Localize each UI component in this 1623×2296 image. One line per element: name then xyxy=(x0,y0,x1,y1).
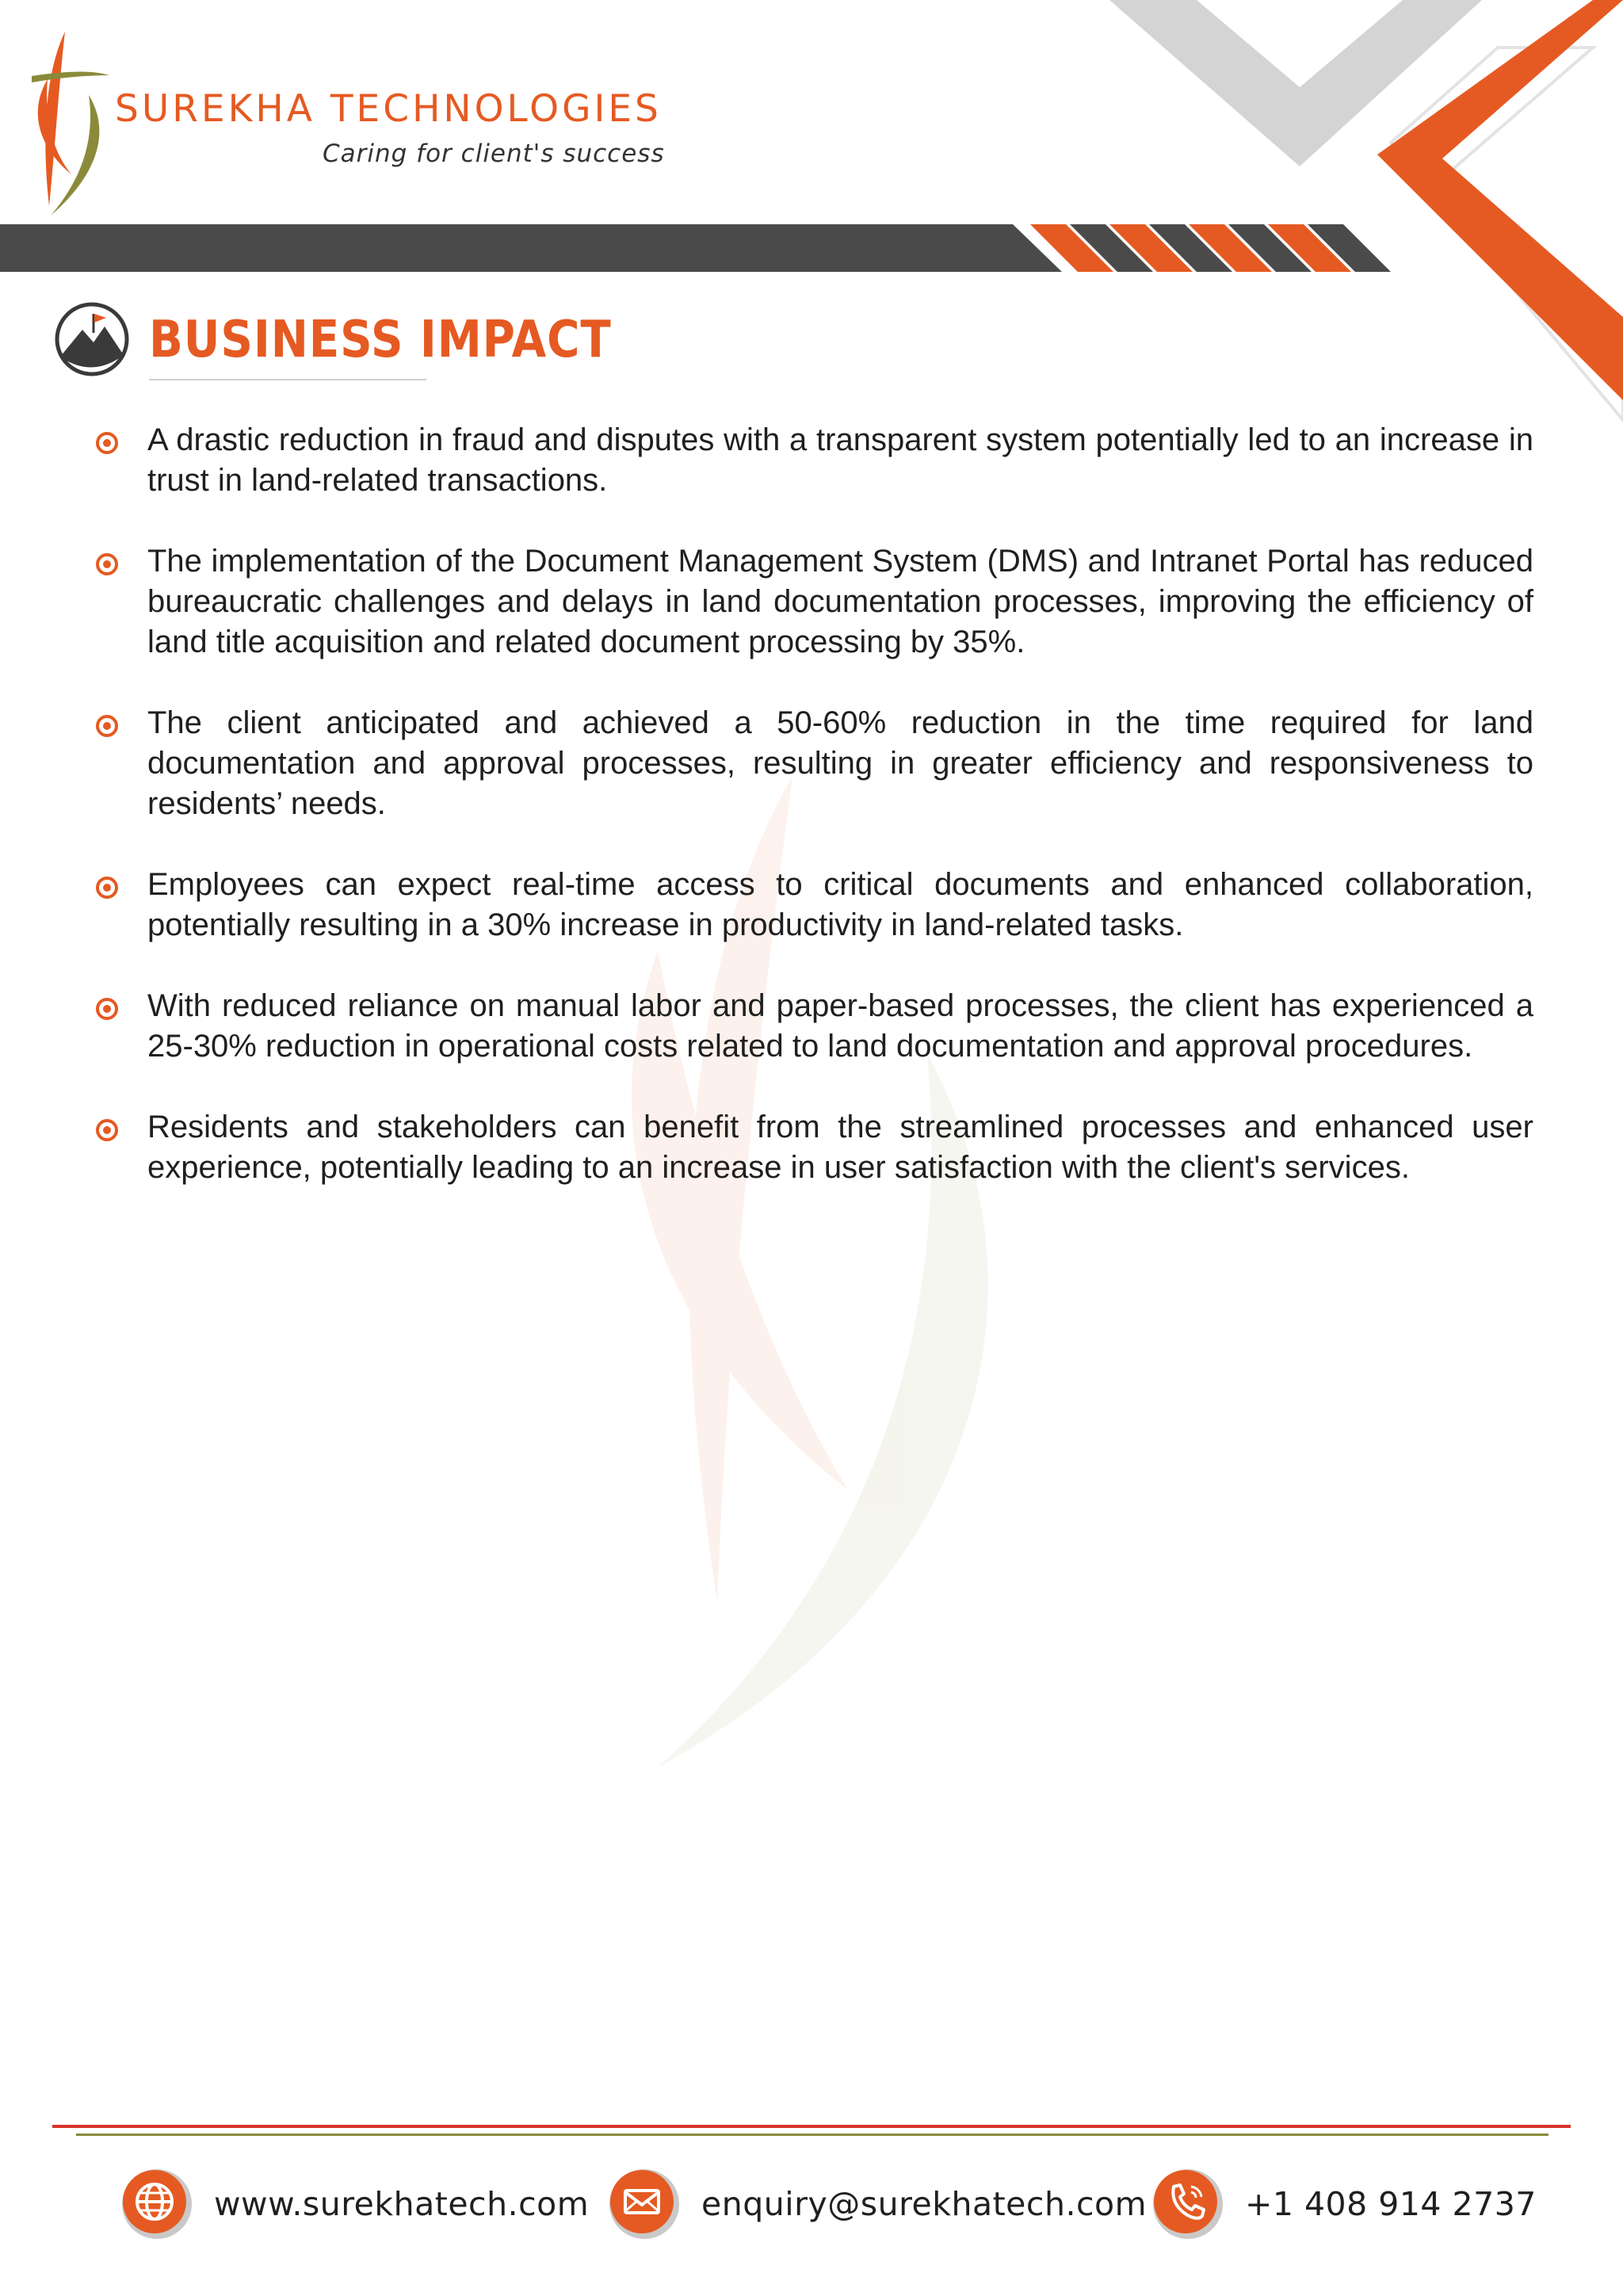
impact-list xyxy=(95,420,1533,1228)
impact-item xyxy=(95,1107,1533,1188)
impact-item xyxy=(95,541,1533,663)
contact-website[interactable] xyxy=(120,2168,589,2241)
target-bullet-icon xyxy=(95,997,119,1021)
brand-name: SUREKHA TECHNOLOGIES xyxy=(115,87,662,131)
impact-item xyxy=(95,420,1533,501)
title-underline xyxy=(149,379,426,380)
impact-text: Employees can expect real-time access to critical documents and enhanced collaboration, potentially resulting in a 30% increase in productivity in land-related tasks. xyxy=(147,867,1533,942)
impact-text: The client anticipated and achieved a 50-60% reduction in the time required for land documentation and approval processes, resulting in greater efficiency and responsiveness to residents’ needs. xyxy=(147,705,1533,821)
mountain-flag-icon xyxy=(57,304,127,374)
target-bullet-icon xyxy=(95,714,119,738)
header-band xyxy=(0,224,1062,272)
impact-text: A drastic reduction in fraud and disputes with a transparent system potentially led to an increase in trust in land-related transactions. xyxy=(147,422,1533,498)
section-title: BUSINESS IMPACT xyxy=(149,311,612,369)
impact-text: Residents and stakeholders can benefit from the streamlined processes and enhanced user experience, potentially leading to an increase in user satisfaction with the client's services. xyxy=(147,1110,1533,1185)
target-bullet-icon xyxy=(95,1118,119,1142)
footer-line-red xyxy=(52,2125,1571,2128)
target-bullet-icon xyxy=(95,876,119,900)
contact-phone[interactable] xyxy=(1151,2168,1537,2241)
website-link[interactable]: www.surekhatech.com xyxy=(214,2185,590,2223)
impact-text: With reduced reliance on manual labor and paper-based processes, the client has experienced a 25-30% reduction in operational costs related to land documentation and approval procedures. xyxy=(147,988,1533,1064)
globe-icon xyxy=(120,2168,193,2241)
impact-item xyxy=(95,865,1533,946)
target-bullet-icon xyxy=(95,552,119,576)
phone-number[interactable]: +1 408 914 2737 xyxy=(1245,2185,1537,2223)
email-link[interactable]: enquiry@surekhatech.com xyxy=(701,2185,1148,2223)
logo-mark xyxy=(32,32,109,216)
footer-line-olive xyxy=(76,2134,1549,2136)
impact-text: The implementation of the Document Management System (DMS) and Intranet Portal has reduced bureaucratic challenges and delays in land documentation processes, improving the efficiency of land title acquisition and related document processing by 35%. xyxy=(147,544,1533,659)
impact-item xyxy=(95,703,1533,824)
target-bullet-icon xyxy=(95,431,119,455)
envelope-icon xyxy=(608,2168,681,2241)
brand-tagline: Caring for client's success xyxy=(323,139,665,168)
phone-icon xyxy=(1151,2168,1224,2241)
contact-email[interactable] xyxy=(608,2168,1147,2241)
impact-item xyxy=(95,986,1533,1067)
